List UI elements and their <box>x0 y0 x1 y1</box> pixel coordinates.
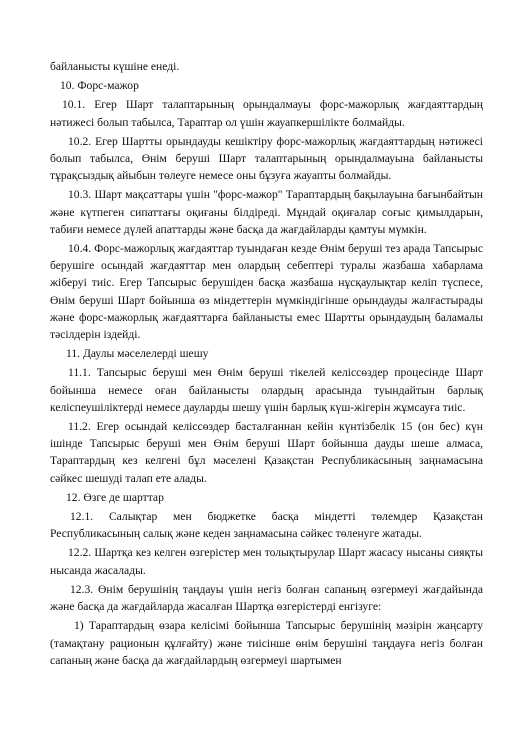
clause-11-2: 11.2. Егер осындай келіссөздер басталғаннан кейін күнтізбелік 15 (он бес) күн ішінде Тапсырыс беруші мен Өнім беруші Шарт бойынша дауды шеше алмаса, Тараптардың кез келгені бұл мәселені Қазақстан Республикасының заңнамасына сәйкес шешуді талап ете алады. <box>50 420 483 485</box>
clause-11-1: 11.1. Тапсырыс беруші мен Өнім беруші тікелей келіссөздер процесінде Шарт бойынша немесе оған байланысты олардың арасында туындайтын барлық келіспеушіліктерді немесе дауларды шешу үшін барлық күш-жігерін жұмсауға тиіс. <box>50 366 483 414</box>
clause-12-2: 12.2. Шартқа кез келген өзгерістер мен толықтырулар Шарт жасасу нысаны сияқты нысанда жасалады. <box>50 546 483 577</box>
clause-10-3: 10.3. Шарт мақсаттары үшін "форс-мажор" Тараптардың бақылауына бағынбайтын және күтпеген сипаттағы оқиғаны білдіреді. Мұндай оқиғалар соғыс қимылдарын, табиғи немесе дүлей апаттарды және басқа да жағдайларды қамтуы мүмкін. <box>50 188 483 236</box>
clause-12-3-item-1: 1) Тараптардың өзара келісімі бойынша Тапсырыс берушінің мәзірін жаңсарту (тамақтану рационын құлғайту) және тиісінше өнім берушіні таңдауға негіз болған сапаның және басқа да жағдайлардың өзгермеуі шартымен <box>50 619 483 667</box>
paragraph-continuation: байланысты күшіне енеді. <box>50 60 180 73</box>
clause-12-3: 12.3. Өнім берушінің таңдауы үшін негіз болған сапаның өзгермеуі жағдайында және басқа да жағдайларда жасалған Шартқа өзгерістерді енгізуге: <box>50 582 483 614</box>
clause-10-4: 10.4. Форс-мажорлық жағдаяттар туындаған кезде Өнім беруші тез арада Тапсырыс берушіге осындай жағдаяттар мен олардың себептері туралы жазбаша хабарлама жіберуі тиіс. Егер Тапсырыс берушіден басқа жазбаша нұсқаулықтар келіп түспесе, Өнім беруші Шарт бойынша өз міндеттерін мүмкіндігінше орындауды жалғастырады және форс-мажорлық жағдаяттарға байланысты емес Шартты орындаудың баламалы тәсілдерін іздейді. <box>50 242 483 342</box>
clause-12-1: 12.1. Салықтар мен бюджетке басқа міндетті төлемдер Қазақстан Республикасының салық және кеден заңнамасына сәйкес төленуге жатады. <box>50 510 483 541</box>
clause-10-1: 10.1. Егер Шарт талаптарының орындалмауы форс-мажорлық жағдаяттардың нәтижесі болып табылса, Тараптар ол үшін жауапкершілікте болмайды. <box>50 98 483 129</box>
section-heading-other-terms: 12. Өзге де шарттар <box>66 490 164 504</box>
document-body <box>50 58 483 669</box>
section-heading-disputes: 11. Даулы мәселелерді шешу <box>66 347 209 361</box>
clause-10-2: 10.2. Егер Шартты орындауды кешіктіру форс-мажорлық жағдаяттардың нәтижесі болып табылса, Өнім беруші Шарт талаптарының орындалмауына байланысты тұрақсыздық айыбын төлеуге немесе оны бұзуға жауапты болмайды. <box>50 134 483 183</box>
section-heading-force-majeure: 10. Форс-мажор <box>60 79 139 93</box>
